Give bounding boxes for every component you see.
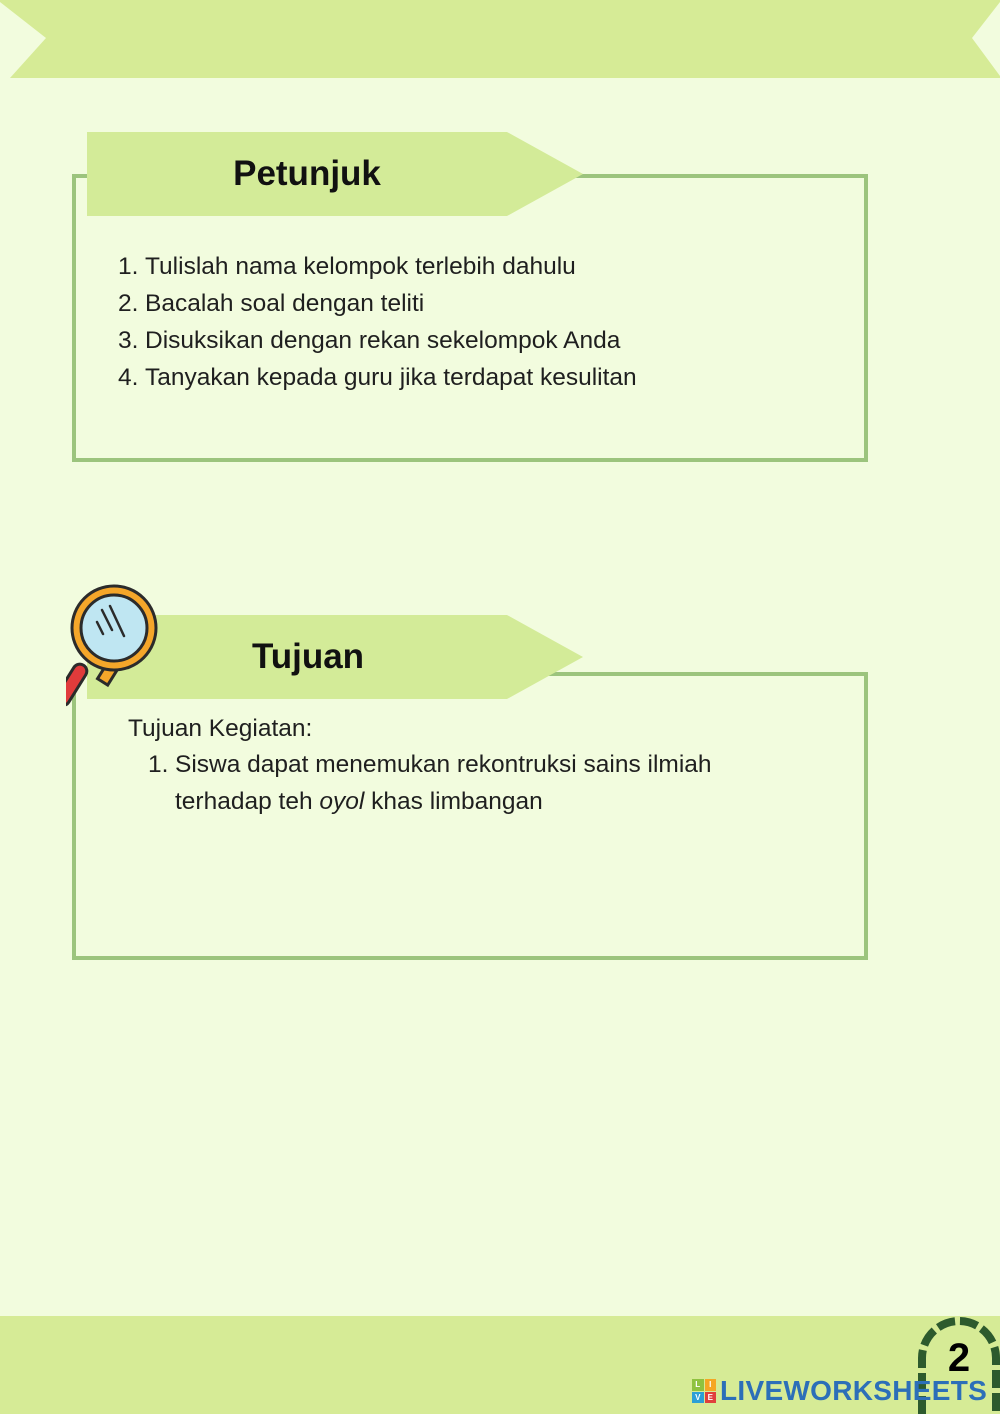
petunjuk-tab xyxy=(87,132,587,216)
list-item: 1. Siswa dapat menemukan rekontruksi sains ilmiah terhadap teh oyol khas limbangan xyxy=(148,751,712,815)
petunjuk-list xyxy=(118,248,637,396)
list-item: 1. Tulislah nama kelompok terlebih dahulu xyxy=(118,253,576,280)
list-item: 3. Disuksikan dengan rekan sekelompok Anda xyxy=(118,327,621,354)
logo-mark-icon: L I V E xyxy=(692,1379,716,1403)
list-item: 4. Tanyakan kepada guru jika terdapat kesulitan xyxy=(118,364,637,391)
tujuan-title: Tujuan xyxy=(251,637,365,676)
magnifying-glass-icon xyxy=(66,584,162,726)
tujuan-tab xyxy=(87,615,587,699)
liveworksheets-logo xyxy=(692,1374,987,1408)
page-number: 2 xyxy=(947,1336,971,1380)
tujuan-label: Tujuan Kegiatan: xyxy=(128,715,313,742)
logo-text: LIVEWORKSHEETS xyxy=(720,1375,988,1406)
top-banner xyxy=(0,0,1000,80)
petunjuk-title: Petunjuk xyxy=(233,154,381,193)
list-item: 2. Bacalah soal dengan teliti xyxy=(118,290,425,317)
tujuan-list xyxy=(148,746,788,820)
